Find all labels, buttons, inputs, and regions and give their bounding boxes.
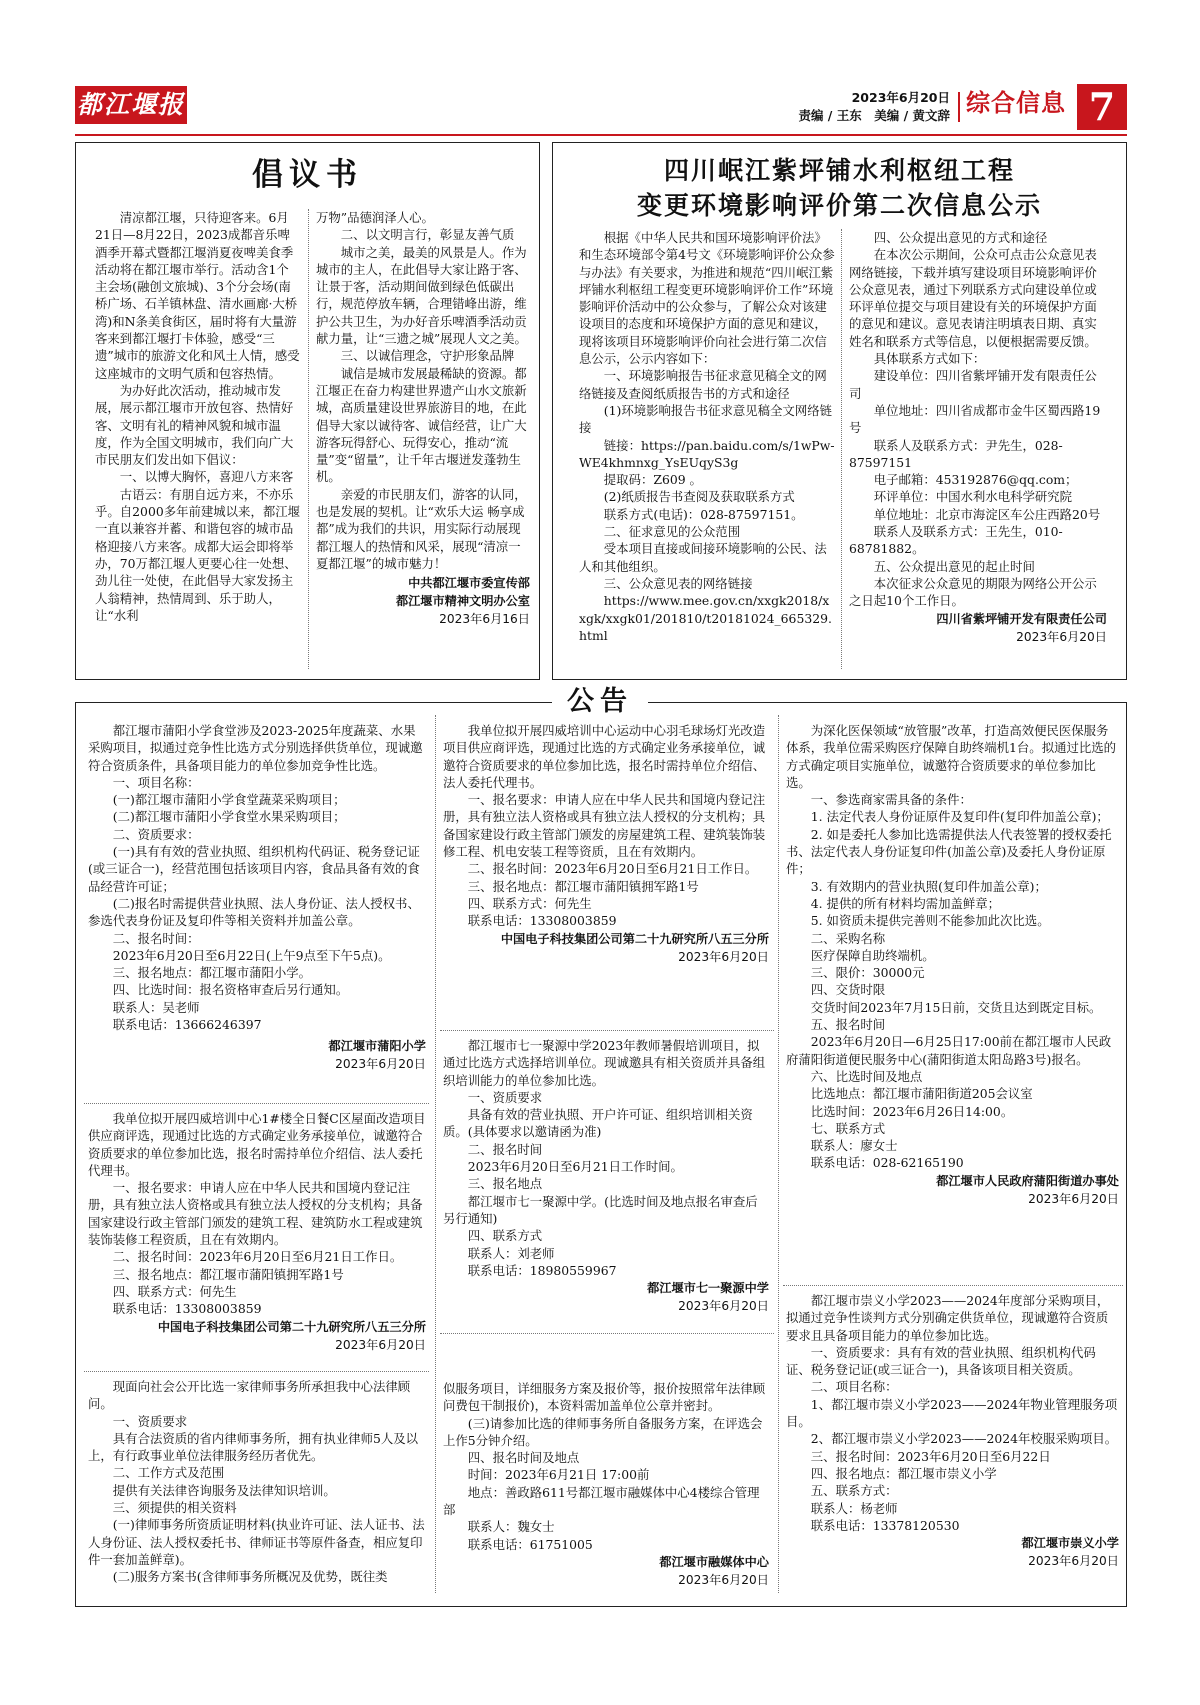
signature: 都江堰市精神文明办公室 (395, 594, 530, 609)
paragraph: 比选时间：2023年6月26日14:00。 (810, 1103, 1014, 1119)
paragraph: 环评单位：中国水利水电科学研究院 (873, 489, 1073, 505)
paragraph: 我单位拟开展四威培训中心运动中心羽毛球场灯光改造项目供应商评选，现通过比选的方式确定业务承接单位，诚邀符合资质要求的单位参加比选，报名时需持单位介绍信、法人委托代理书。 (443, 723, 766, 790)
paragraph: 亲爱的市民朋友们，游客的认同，也是发展的契机。让“欢乐大运 畅享成都”成为我们的共识，用实际行动展现都江堰人的热情和风采，展现“清凉一夏都江堰”的城市魅力！ (316, 486, 527, 571)
paragraph: 联系人：吴老师 (112, 999, 200, 1015)
paragraph: 一、参选商家需具备的条件： (810, 792, 972, 808)
paragraph: 清凉都江堰，只待迎客来。6月21日—8月22日，2023成都音乐啤酒季开幕式暨都江堰消夏夜啤美食季活动将在都江堰市举行。活动含1个主会场(融创文旅城)、3个分会场(南桥广场、石羊镇林盘、清水画廊·大桥湾)和N条美食街区，届时将有大量游客来到都江堰打卡体验，感受“三遗”城市的旅游文化和风土人情，感受这座城市的文明气质和包容热情。 (95, 210, 300, 381)
paragraph: 二、报名时间 (467, 1141, 543, 1157)
paragraph: 具有合法资质的省内律师事务所，拥有执业律师5人及以上，有行政事业单位法律服务经历者优先。 (88, 1430, 419, 1464)
paragraph: 提供有关法律咨询服务及法律知识培训。 (112, 1482, 336, 1498)
eia-col-2 (849, 229, 1107, 677)
paragraph: 三、报名地点：都江堰市蒲阳镇拥军路1号 (467, 878, 699, 894)
signature: 都江堰市融媒体中心 (659, 1554, 769, 1569)
download-link[interactable]: 链接：https://pan.baidu.com/s/1wPw-WE4khmnxg_YsEUqyS3g (579, 437, 835, 470)
paragraph: 万物”品德润泽人心。 (316, 210, 434, 225)
paragraph: 诚信是城市发展最稀缺的资源。都江堰正在奋力构建世界遗产山水文旅新城，高质量建设世界旅游目的地，在此倡导大家以诚待客、诚信经营，让广大游客玩得舒心、玩得安心，推动“流量”变“留量”，让千年古堰迸发蓬勃生机。 (316, 365, 527, 485)
paragraph: 二、征求意见的公众范围 (603, 524, 741, 540)
paragraph: 联系电话：13378120530 (810, 1517, 960, 1533)
paragraph: 电子邮箱：453192876@qq.com； (873, 472, 1078, 488)
paragraph: 四、公众提出意见的方式和途径 (873, 230, 1048, 245)
proposal-title: 倡议书 (252, 157, 363, 193)
paragraph: 联系人：杨老师 (810, 1500, 898, 1516)
paragraph: 三、须提供的相关资料 (112, 1500, 237, 1516)
paragraph: 一、以博大胸怀，喜迎八方来客 (119, 469, 294, 485)
paragraph: 都江堰市七一聚源中学2023年教师暑假培训项目，拟通过比选方式选择培训单位。现诚邀具有相关资质并具备组织培训能力的单位参加比选。 (443, 1038, 766, 1088)
notice-puyang-school (88, 722, 426, 1097)
paragraph: 四、交货时限 (810, 982, 886, 998)
paragraph: 5. 如资质未提供完善则不能参加此次比选。 (810, 913, 1050, 929)
paragraph: 七、联系方式 (810, 1120, 886, 1136)
paragraph: 联系电话：13308003859 (112, 1301, 262, 1317)
paragraph: 一、项目名称： (112, 774, 200, 790)
notice-divider (783, 1285, 1123, 1286)
issue-date: 2023年6月20日 (851, 90, 950, 105)
paragraph: 二、报名时间：2023年6月20日至6月21日工作日。 (467, 861, 758, 877)
paragraph: 2. 如是委托人参加比选需提供法人代表签署的授权委托书、法定代表人身份证复印件(加盖公章)及委托人身份证原件； (786, 826, 1112, 877)
paragraph: 都江堰市蒲阳小学食堂涉及2023-2025年度蔬菜、水果采购项目，拟通过竞争性比选方式分别选择供货单位，现诚邀符合资质条件，具备项目能力的单位参加竞争性比选。 (88, 723, 423, 773)
signature: 都江堰市崇义小学 (1021, 1536, 1119, 1551)
paragraph: 古语云：有朋自远方来，不亦乐乎。自2000多年前建城以来，都江堰一直以兼容并蓄、和谐包容的城市品格迎接八方来客。成都大运会即将举办，70万都江堰人更要心往一处想、劲儿往一处使，在此倡导大家发扬主人翁精神，热情周到、乐于助人，让“水利 (95, 486, 301, 623)
paragraph: 2023年6月20日至6月21日工作时间。 (467, 1159, 683, 1175)
page-number: 7 (1077, 84, 1127, 130)
signature-date: 2023年6月20日 (1028, 1554, 1119, 1569)
paragraph: 2023年6月20日至6月22日(上午9点至下午5点)。 (112, 947, 391, 963)
paragraph: 三、公众意见表的网络链接 (603, 575, 753, 591)
paragraph: 医疗保障自助终端机。 (810, 947, 935, 963)
paragraph: 单位地址：北京市海淀区车公庄西路20号 (873, 506, 1101, 522)
paragraph: 四、比选时间：报名资格审查后另行通知。 (112, 982, 349, 998)
paragraph: 4. 提供的所有材料均需加盖鲜章； (810, 895, 1001, 911)
signature-date: 2023年6月16日 (439, 612, 530, 627)
paragraph: 三、报名时间：2023年6月20日至6月22日 (810, 1448, 1051, 1464)
paragraph: 本次征求公众意见的期限为网络公开公示之日起10个工作日。 (849, 575, 1097, 609)
paragraph: 比选地点：都江堰市蒲阳街道205会议室 (810, 1086, 1033, 1102)
paragraph: 联系电话：18980559967 (467, 1262, 617, 1278)
paragraph: 五、公众提出意见的起止时间 (873, 558, 1035, 574)
notice-divider (440, 1030, 774, 1031)
paragraph: 1. 法定代表人身份证原件及复印件(复印件加盖公章)； (810, 809, 1109, 825)
paragraph: 现面向社会公开比选一家律师事务所承担我中心法律顾问。 (88, 1379, 411, 1412)
signature: 中国电子科技集团公司第二十九研究所八五三分所 (500, 931, 769, 946)
paragraph: 具备有效的营业执照、开户许可证、组织培训相关资质。(具体要求以邀请函为准) (443, 1107, 753, 1140)
paragraph: 四、联系方式 (467, 1228, 543, 1244)
paragraph: (1)环境影响报告书征求意见稿全文网络链接 (579, 402, 832, 436)
signature-date: 2023年6月20日 (335, 1057, 426, 1072)
paragraph: 似服务项目，详细服务方案及报价等，报价按照常年法律顾问费包干制报价)，本资料需加盖单位公章并密封。 (443, 1381, 766, 1414)
signature-date: 2023年6月20日 (1028, 1191, 1119, 1206)
paragraph: 2023年6月20日—6月25日17:00前在都江堰市人民政府蒲阳街道便民服务中心(蒲阳街道太阳岛路3号)报名。 (786, 1034, 1112, 1067)
paragraph: 单位地址：四川省成都市金牛区蜀西路19号 (849, 402, 1101, 436)
paragraph: 一、报名要求：申请人应在中华人民共和国境内登记注册，具有独立法人资格或具有独立法人授权的分支机构；具备国家建设行政主管部门颁发的建筑工程、建筑防水工程或建筑装饰装修工程资质，且在有效期内。 (88, 1180, 423, 1248)
paragraph: 城市之美，最美的风景是人。作为城市的主人，在此倡导大家让路于客、让景于客，活动期间做到绿色低碳出行，规范停放车辆，合理错峰出游，维护公共卫生，为办好音乐啤酒季活动贡献力量，让“三遗之城”展现人文之美。 (316, 244, 527, 347)
paragraph: 四、联系方式：何先生 (112, 1283, 237, 1299)
paragraph: 联系电话：61751005 (467, 1536, 593, 1552)
paragraph: 联系方式(电话)：028-87597151。 (603, 506, 804, 522)
paragraph: 六、比选时间及地点 (810, 1068, 923, 1084)
notice-law-firm-part-1 (88, 1378, 426, 1600)
paragraph: 联系电话：028-62165190 (810, 1155, 964, 1171)
paragraph: (一)具有有效的营业执照、组织机构代码证、税务登记证(或三证合一)，经营范围包括该项目内容，食品具备有效的食品经营许可证； (88, 844, 420, 894)
paragraph: 3. 有效期内的营业执照(复印件加盖公章)； (810, 878, 1047, 894)
announcements-title: 公告 (552, 685, 648, 719)
paragraph: 具体联系方式如下： (873, 351, 986, 367)
signature: 四川省紫坪铺开发有限责任公司 (936, 611, 1107, 626)
paragraph: 三、报名地点 (467, 1176, 543, 1192)
paragraph: 时间：2023年6月21日 17:00前 (467, 1467, 650, 1483)
paragraph: 一、环境影响报告书征求意见稿全文的网络链接及查阅纸质报告书的方式和途径 (579, 368, 827, 401)
signature-date: 2023年6月20日 (1016, 629, 1107, 644)
paragraph: 四、联系方式：何先生 (467, 895, 592, 911)
signature: 都江堰市人民政府蒲阳街道办事处 (936, 1173, 1119, 1188)
paragraph: 我单位拟开展四威培训中心1#楼全日餐C区屋面改造项目供应商评选，现通过比选的方式确定业务承接单位，诚邀符合资质要求的单位参加比选，报名时需持单位介绍信、法人委托代理书。 (88, 1111, 426, 1178)
header-rule (75, 134, 1127, 136)
eia-title-line-2: 变更环境影响评价第二次信息公示 (636, 191, 1042, 220)
paragraph: 一、报名要求：申请人应在中华人民共和国境内登记注册，具有独立法人资格或具有独立法人授权的分支机构；具备国家建设行政主管部门颁发的房屋建筑工程、建筑装饰装修工程、机电安装工程等资质，且在有效期内。 (443, 792, 766, 860)
paragraph: (二)报名时需提供营业执照、法人身份证、法人授权书、参选代表身份证及复印件等相关资料并加盖公章。 (88, 895, 420, 929)
paragraph: 五、联系方式： (810, 1483, 898, 1499)
paragraph: 为办好此次活动，推动城市发展，展示都江堰市开放包容、热情好客、文明有礼的精神风貌和城市温度，作为全国文明城市，我们向广大市民朋友们发出如下倡议： (95, 382, 294, 468)
paragraph: 联系人：廖女士 (810, 1138, 898, 1154)
proposal-col-2 (316, 209, 530, 674)
paragraph: 都江堰市七一聚源中学。(比选时间及地点报名审查后另行通知) (443, 1193, 758, 1226)
paragraph: 三、报名地点：都江堰市蒲阳小学。 (112, 965, 312, 981)
section-title: 综合信息 (966, 89, 1066, 117)
signature-date: 2023年6月20日 (678, 949, 769, 964)
paragraph: 五、报名时间 (810, 1017, 886, 1033)
column-divider (308, 209, 309, 669)
eia-title-line-1: 四川岷江紫坪铺水利枢纽工程 (663, 156, 1015, 185)
proposal-box (75, 142, 540, 680)
paragraph: 二、工作方式及范围 (112, 1465, 225, 1481)
notice-lighting-renovation (443, 722, 769, 1022)
masthead-info (700, 90, 950, 124)
paragraph: 1、都江堰市崇义小学2023——2024年物业管理服务项目。 (786, 1396, 1118, 1430)
editors-line: 责编 / 王东 美编 / 黄文辞 (798, 108, 950, 123)
column-divider (435, 715, 436, 1593)
notice-divider (440, 1333, 774, 1334)
paragraph: 为深化医保领域“放管服”改革，打造高效便民医保服务体系，我单位需采购医疗保障自助终端机1台。拟通过比选的方式确定项目实施单位，诚邀符合资质要求的单位参加比选。 (786, 723, 1117, 790)
paragraph: 联系电话：13308003859 (467, 913, 617, 929)
signature: 都江堰市七一聚源中学 (647, 1281, 769, 1296)
eia-notice-box (552, 142, 1127, 680)
paragraph: 三、报名地点：都江堰市蒲阳镇拥军路1号 (112, 1266, 344, 1282)
paragraph: 一、资质要求 (467, 1089, 543, 1105)
paragraph: 二、项目名称： (810, 1379, 898, 1395)
paragraph: 地点：善政路611号都江堰市融媒体中心4楼综合管理部 (443, 1484, 760, 1518)
paragraph: 2、都江堰市崇义小学2023——2024年校服采购项目。 (810, 1431, 1118, 1447)
paragraph: 受本项目直接或间接环境影响的公民、法人和其他组织。 (579, 541, 827, 574)
paragraph: (二)服务方案书(含律师事务所概况及优势，既往类 (112, 1569, 388, 1585)
notice-divider (84, 1103, 429, 1104)
survey-link[interactable]: https://www.mee.gov.cn/xxgk2018/xxgk/xxgk01/201810/t20181024_665329.html (579, 593, 832, 643)
paragraph: 根据《中华人民共和国环境影响评价法》和生态环境部令第4号文《环境影响评价公众参与办法》有关要求，为推进和规范“四川岷江紫坪铺水利枢纽工程变更环境影响评价工作”环境影响评价活动中的公众参与，了解公众对该建设项目的态度和环境保护方面的意见和建议，现将该项目环境影响评价向社会进行第二次信息公示，公示内容如下： (579, 230, 835, 367)
eia-col-1 (579, 229, 835, 677)
paragraph: 二、采购名称 (810, 930, 886, 946)
signature: 中共都江堰市委宣传部 (408, 576, 530, 591)
paragraph: 一、资质要求 (112, 1413, 188, 1429)
header-divider (958, 92, 960, 122)
paragraph: 二、以文明言行，彰显友善气质 (340, 227, 515, 243)
signature-date: 2023年6月20日 (678, 1572, 769, 1587)
paragraph: 在本次公示期间，公众可点击公众意见表网络链接，下载并填写建设项目环境影响评价公众意见表，通过下列联系方式向建设单位或环评单位提交与项目建设有关的环境保护方面的意见和建议。意见表请注明填表日期、真实姓名和联系方式等信息，以便根据需要反馈。 (849, 247, 1097, 349)
paragraph: 交货时间2023年7月15日前，交货且达到既定目标。 (810, 999, 1102, 1015)
notice-teacher-training (443, 1037, 769, 1327)
notice-law-firm-part-2 (443, 1380, 769, 1602)
notice-medical-terminal (786, 722, 1119, 1270)
paragraph: (二)都江堰市蒲阳小学食堂水果采购项目； (112, 809, 346, 825)
paragraph: 三、限价：30000元 (810, 965, 925, 981)
paragraph: 二、资质要求： (112, 826, 200, 842)
signature: 都江堰市蒲阳小学 (328, 1039, 426, 1054)
paragraph: 建设单位：四川省紫坪铺开发有限责任公司 (849, 368, 1097, 401)
paragraph: 四、报名时间及地点 (467, 1450, 580, 1466)
paragraph: (三)请参加比选的律师事务所自备服务方案，在评选会上作5分钟介绍。 (443, 1415, 763, 1448)
notice-roof-renovation (88, 1110, 426, 1365)
paragraph: (2)纸质报告书查阅及获取联系方式 (603, 489, 795, 505)
paragraph: (一)都江堰市蒲阳小学食堂蔬菜采购项目； (112, 792, 346, 808)
paragraph: 联系人：刘老师 (467, 1245, 555, 1261)
paragraph: 提取码：Z609 。 (603, 472, 702, 488)
column-divider (778, 715, 779, 1593)
paragraph: 联系人及联系方式：王先生，010-68781882。 (849, 524, 1063, 557)
proposal-col-1 (95, 209, 301, 674)
paragraph: 三、以诚信理念，守护形象品牌 (340, 348, 515, 364)
paragraph: 联系人：魏女士 (467, 1519, 555, 1535)
newspaper-logo: 都江堰报 (75, 86, 187, 124)
signature-date: 2023年6月20日 (678, 1299, 769, 1314)
paragraph: 二、报名时间： (112, 930, 200, 946)
paragraph: 一、资质要求：具有有效的营业执照、组织机构代码证、税务登记证(或三证合一)，具备该项目相关资质。 (786, 1344, 1096, 1378)
paragraph: 联系电话：13666246397 (112, 1017, 262, 1033)
column-divider (841, 229, 842, 669)
paragraph: 二、报名时间：2023年6月20日至6月21日工作日。 (112, 1249, 403, 1265)
signature: 中国电子科技集团公司第二十九研究所八五三分所 (157, 1319, 426, 1334)
paragraph: 联系人及联系方式：尹先生，028-87597151 (849, 437, 1063, 470)
signature-date: 2023年6月20日 (335, 1337, 426, 1352)
paragraph: (一)律师事务所资质证明材料(执业许可证、法人证书、法人身份证、法人授权委托书、律师证书等原件备查，相应复印件一套加盖鲜章)。 (88, 1517, 425, 1567)
notice-chongyi-school (786, 1292, 1119, 1602)
notice-divider (84, 1371, 429, 1372)
paragraph: 四、报名地点：都江堰市崇义小学 (810, 1465, 997, 1481)
paragraph: 都江堰市崇义小学2023——2024年度部分采购项目，拟通过竞争性谈判方式分别确定供货单位，现诚邀符合资质要求且具备项目能力的单位参加比选。 (786, 1293, 1110, 1343)
